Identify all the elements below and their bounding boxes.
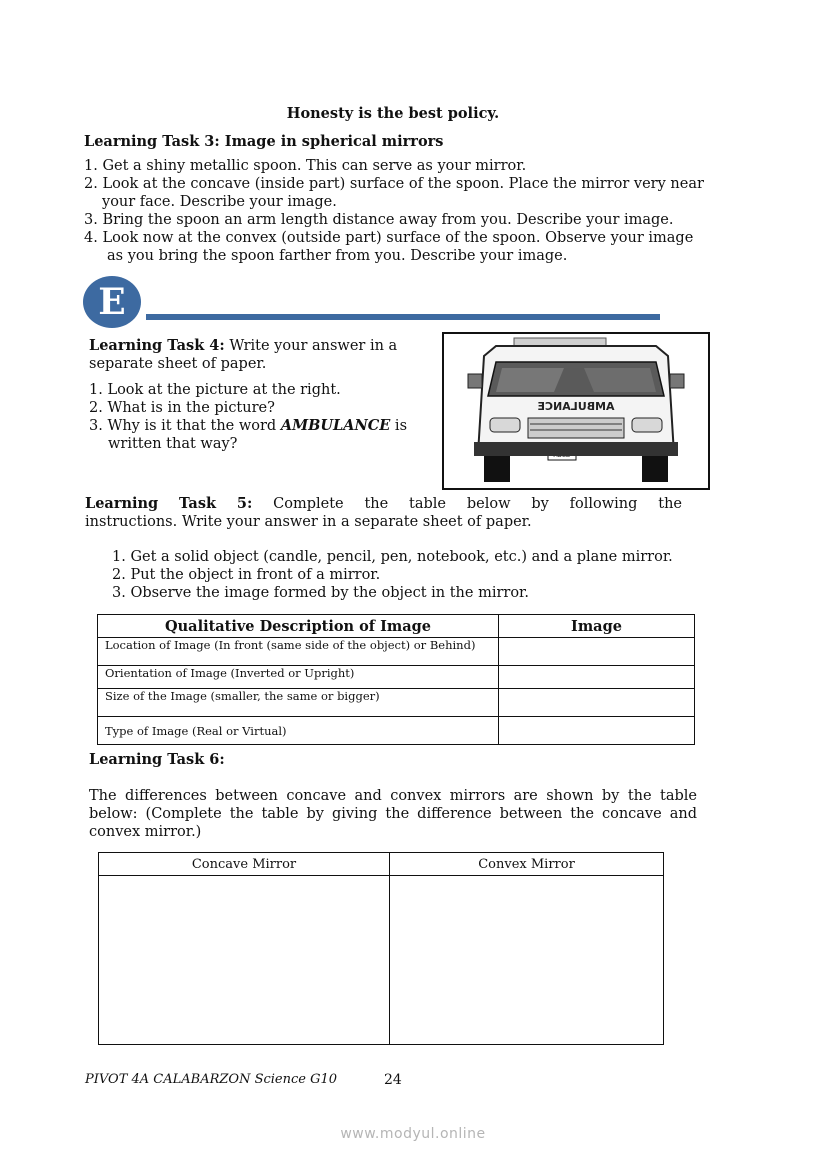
- table-cell: Location of Image (In front (same side of the object) or Behind): [98, 638, 499, 666]
- table-cell: Orientation of Image (Inverted or Upright): [98, 666, 499, 689]
- task4-title: Learning Task 4:: [89, 337, 225, 354]
- table-header: Concave Mirror: [99, 853, 390, 876]
- page-number: 24: [384, 1072, 402, 1088]
- image-description-table: [97, 614, 695, 745]
- task5-steps: [112, 548, 673, 602]
- task5-title-word: 5:: [236, 495, 253, 512]
- task5-title-word: below: [466, 496, 511, 512]
- mirror-comparison-table: [98, 852, 664, 1045]
- list-item: 2. What is in the picture?: [89, 400, 275, 416]
- table-header: Qualitative Description of Image: [98, 615, 499, 638]
- task5-title-word: Complete: [273, 496, 344, 512]
- ambulance-icon: [444, 334, 708, 488]
- answer-cell[interactable]: [499, 666, 695, 689]
- task5-title-word: by: [531, 496, 549, 512]
- list-item: 1. Get a shiny metallic spoon. This can serve as your mirror.: [84, 158, 527, 174]
- answer-cell[interactable]: [499, 717, 695, 745]
- list-item-text: 3. Why is it that the word: [89, 418, 281, 434]
- task4-heading: [89, 337, 419, 373]
- footer-label: PIVOT 4A CALABARZON Science G10: [85, 1072, 338, 1087]
- list-item: 4. Look now at the convex (outside part) surface of the spoon. Observe your image: [84, 230, 694, 246]
- section-divider: [146, 314, 660, 320]
- watermark: www.modyul.online: [340, 1126, 486, 1142]
- task5-title-word: table: [409, 496, 447, 512]
- list-item: 3. Observe the image formed by the object in the mirror.: [112, 585, 530, 601]
- task3-list: [84, 157, 724, 265]
- table-cell: Size of the Image (smaller, the same or bigger): [98, 689, 499, 717]
- task5-title-line2: instructions. Write your answer in a separate sheet of paper.: [85, 514, 532, 530]
- list-item: 1. Get a solid object (candle, pencil, pen, notebook, etc.) and a plane mirror.: [112, 549, 673, 565]
- list-item: written that way?: [108, 436, 238, 452]
- task5-title-word: following: [569, 496, 638, 512]
- table-cell: Type of Image (Real or Virtual): [98, 717, 499, 745]
- task6-title: Learning Task 6:: [89, 751, 225, 768]
- list-item: 2. Look at the concave (inside part) surface of the spoon. Place the mirror very near: [84, 176, 704, 192]
- list-item: your face. Describe your image.: [102, 194, 337, 210]
- answer-cell[interactable]: [99, 876, 390, 1045]
- list-item: as you bring the spoon farther from you. Describe your image.: [107, 248, 568, 264]
- task5-title-word: the: [364, 496, 389, 512]
- task4-list: [89, 381, 419, 453]
- answer-cell[interactable]: [390, 876, 664, 1045]
- list-item: 1. Look at the picture at the right.: [89, 382, 341, 398]
- task5-title-word: Learning: [85, 495, 159, 512]
- task4-intro: Write your answer in a separate sheet of paper.: [89, 338, 398, 372]
- list-item: [89, 417, 419, 435]
- table-header: Image: [499, 615, 695, 638]
- ambulance-photo: [442, 332, 710, 490]
- task5-heading: [85, 495, 682, 531]
- table-header: Convex Mirror: [390, 853, 664, 876]
- list-item: 3. Bring the spoon an arm length distance away from you. Describe your image.: [84, 212, 674, 228]
- list-item: 2. Put the object in front of a mirror.: [112, 567, 381, 583]
- motto: Honesty is the best policy.: [286, 105, 500, 122]
- section-badge: E: [83, 276, 141, 328]
- task3-title: Learning Task 3: Image in spherical mirrors: [84, 133, 444, 150]
- list-item-text: is: [390, 418, 408, 434]
- task6-paragraph: The differences between concave and convex mirrors are shown by the table below: (Complete the table by giving the difference between the concave and convex mirror.): [89, 788, 697, 840]
- ambulance-emphasis: AMBULANCE: [280, 417, 391, 434]
- answer-cell[interactable]: [499, 689, 695, 717]
- task5-title-word: Task: [179, 495, 217, 512]
- mirrored-ambulance-word: AMBULANCE: [537, 400, 615, 413]
- task5-title-word: the: [658, 496, 682, 512]
- answer-cell[interactable]: [499, 638, 695, 666]
